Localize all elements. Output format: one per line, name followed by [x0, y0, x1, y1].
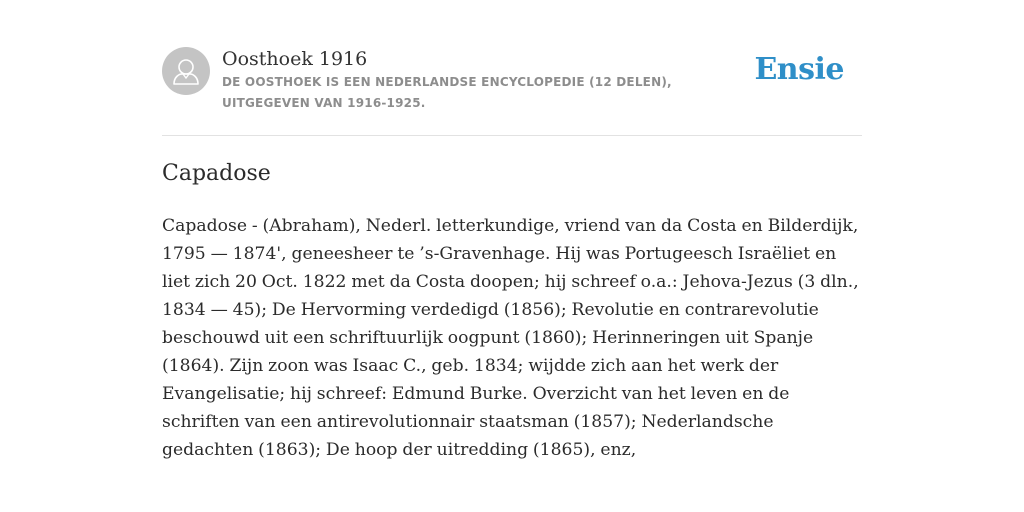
ensie-logo-link[interactable]: Ensie	[754, 52, 844, 87]
source-description: DE OOSTHOEK IS EEN NEDERLANDSE ENCYCLOPEDIE (12 DELEN), UITGEGEVEN VAN 1916-1925.	[222, 75, 672, 110]
source-header	[162, 44, 862, 136]
entry-title: Capadose	[162, 161, 271, 186]
avatar	[162, 47, 210, 95]
entry-body: Capadose - (Abraham), Nederl. letterkundige, vriend van da Costa en Bilderdijk, 1795 — 1874', geneesheer te ’s-Gravenhage. Hij was Portugeesch Israëliet en liet zich 20 Oct. 1822 met da Costa doopen; hij schreef o.a.: Jehova-Jezus (3 dln., 1834 — 45); De Hervorming verdedigd (1856); Revolutie en contrarevolutie beschouwd uit een schriftuurlijk oogpunt (1860); Herinneringen uit Spanje (1864). Zijn zoon was Isaac C., geb. 1834; wijdde zich aan het werk der Evangelisatie; hij schreef: Edmund Burke. Overzicht van het leven en de schriften van een antirevolutionnair staatsman (1857); Nederlandsche gedachten (1863); De hoop der uitredding (1865), enz,	[162, 216, 859, 460]
user-icon	[162, 47, 210, 95]
source-title[interactable]: Oosthoek 1916	[222, 48, 368, 70]
header-divider	[162, 135, 862, 136]
